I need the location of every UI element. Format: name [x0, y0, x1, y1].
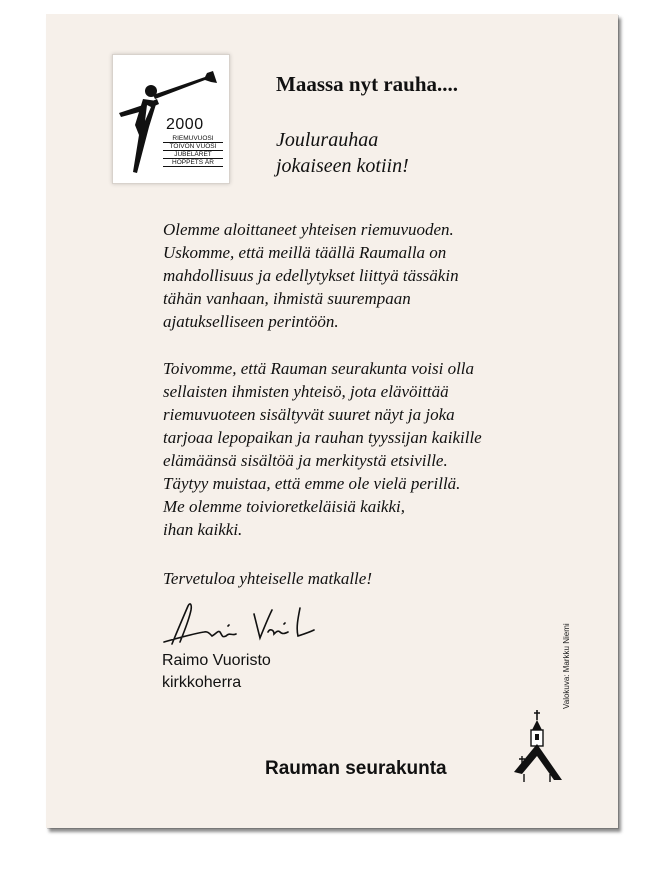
text-line: mahdollisuus ja edellytykset liittyä tässäkin — [163, 266, 459, 285]
text-line: ihan kaikki. — [163, 520, 243, 539]
jubilee-2000-logo — [112, 54, 230, 184]
card-title: Maassa nyt rauha.... — [276, 72, 459, 96]
greeting — [276, 127, 409, 179]
paragraph-1 — [163, 218, 459, 333]
signer-name: Raimo Vuoristo — [162, 652, 271, 669]
text-line: ajatukselliseen perintöön. — [163, 312, 339, 331]
text-line: Tervetuloa yhteiselle matkalle! — [163, 569, 372, 588]
text-line: Uskomme, että meillä täällä Raumalla on — [163, 243, 447, 262]
organization-name: Rauman seurakunta — [265, 758, 447, 779]
logo-year: 2000 — [166, 116, 204, 133]
closing-line — [163, 567, 372, 590]
photo-credit: Valokuva: Markku Niemi — [562, 623, 571, 709]
text-line: tarjoaa lepopaikan ja rauhan tyyssijan kaikille — [163, 428, 482, 447]
logo-line: TOIVON VUOSI — [163, 143, 223, 151]
text-line: elämäänsä sisältöä ja merkitystä etsiville. — [163, 451, 448, 470]
christmas-card — [46, 14, 618, 828]
greeting-line: Joulurauhaa — [276, 129, 379, 151]
logo-text-lines — [163, 135, 223, 167]
text-line: tähän vanhaan, ihmistä suurempaan — [163, 289, 411, 308]
logo-line: JUBELÅRET — [163, 151, 223, 159]
text-line: sellaisten ihmisten yhteisö, jota elävöittää — [163, 382, 449, 401]
logo-line: RIEMUVUOSI — [163, 135, 223, 143]
paragraph-2 — [163, 357, 482, 541]
text-line: Olemme aloittaneet yhteisen riemuvuoden. — [163, 220, 454, 239]
greeting-line: jokaiseen kotiin! — [276, 155, 409, 177]
text-line: riemuvuoteen sisältyvät suuret näyt ja joka — [163, 405, 455, 424]
text-line: Me olemme toivioretkeläisiä kaikki, — [163, 497, 406, 516]
church-icon — [510, 708, 566, 784]
handwritten-signature — [158, 598, 328, 650]
logo-line: HOPPETS ÅR — [163, 159, 223, 167]
signer-block — [162, 650, 271, 694]
text-line: Täytyy muistaa, että emme ole vielä perillä. — [163, 474, 461, 493]
signer-role: kirkkoherra — [162, 674, 242, 691]
text-line: Toivomme, että Rauman seurakunta voisi olla — [163, 359, 475, 378]
